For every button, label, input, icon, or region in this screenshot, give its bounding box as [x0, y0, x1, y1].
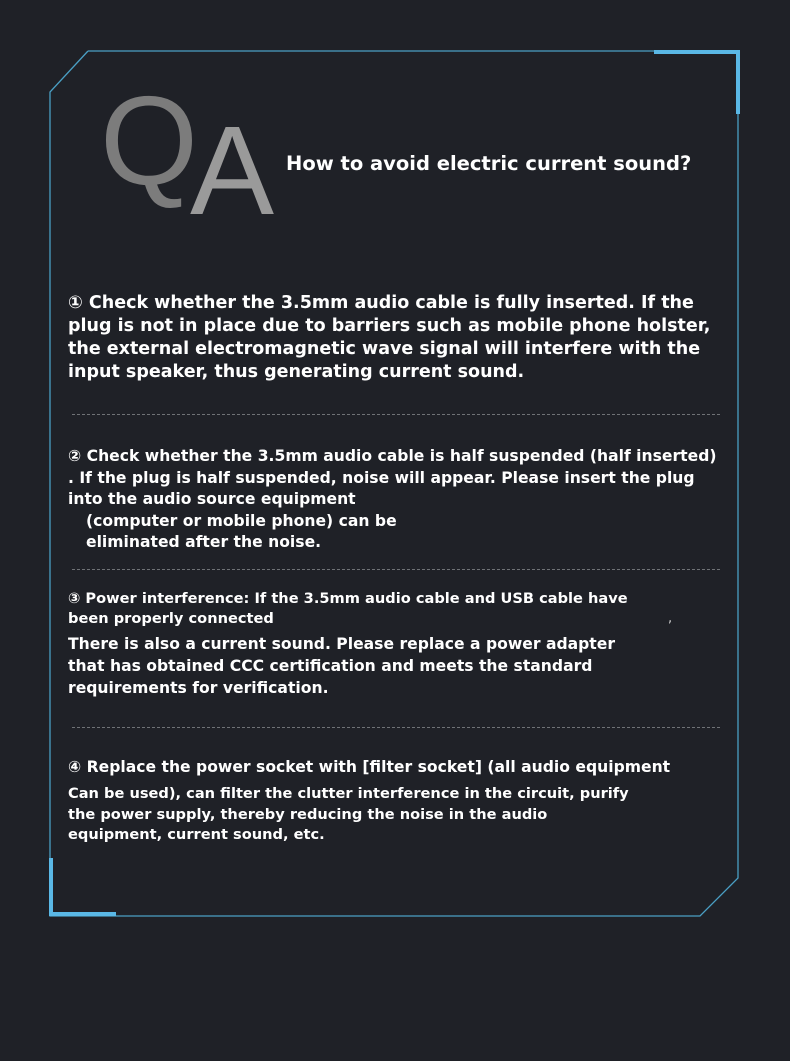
- dashed-divider: [72, 727, 720, 728]
- qa-logo: [100, 70, 290, 241]
- answer-item-2-line: eliminated after the noise.: [86, 533, 322, 551]
- answer-item-3-line: There is also a current sound. Please replace a power adapter: [68, 635, 616, 653]
- answer-item-1-line: ① Check whether the 3.5mm audio cable is fully inserted. If the: [68, 293, 694, 313]
- answer-item-1-line: plug is not in place due to barriers such as mobile phone holster,: [68, 316, 711, 336]
- answer-item-3-line: requirements for verification.: [68, 679, 329, 697]
- frame-accent-bottom-left: [51, 858, 116, 914]
- answer-item-4-line: equipment, current sound, etc.: [68, 826, 325, 843]
- qa-logo-q: Q: [100, 70, 195, 211]
- answer-item-2-line: . If the plug is half suspended, noise will appear. Please insert the plug: [68, 468, 695, 487]
- answer-item-2-line: into the audio source equipment: [68, 490, 356, 508]
- qa-logo-a: A: [190, 100, 275, 241]
- answer-item-3-line: been properly connected: [68, 610, 274, 627]
- answer-item-3-line: that has obtained CCC certification and meets the standard: [68, 657, 593, 675]
- answer-item-2: [68, 446, 717, 554]
- answer-item-2-line: ② Check whether the 3.5mm audio cable is half suspended (half inserted): [68, 447, 717, 465]
- answer-item-2-line: (computer or mobile phone) can be: [86, 511, 397, 530]
- answer-item-3: [68, 589, 628, 699]
- answer-item-4-line: the power supply, thereby reducing the noise in the audio: [68, 805, 548, 823]
- dashed-divider: [72, 414, 720, 415]
- frame-accent-top-right: [654, 52, 738, 114]
- answer-item-1-line: input speaker, thus generating current sound.: [68, 362, 525, 382]
- answer-item-4-line: ④ Replace the power socket with [filter socket] (all audio equipment: [68, 758, 671, 776]
- answer-item-3-line: ③ Power interference: If the 3.5mm audio cable and USB cable have: [68, 590, 628, 607]
- dashed-divider: [72, 569, 720, 570]
- answer-item-1: [68, 292, 710, 384]
- answer-item-1-line: the external electromagnetic wave signal will interfere with the: [68, 339, 701, 359]
- stray-comma: ,: [668, 611, 673, 626]
- answer-item-4-line: Can be used), can filter the clutter interference in the circuit, purify: [68, 785, 629, 802]
- question-title: How to avoid electric current sound?: [286, 152, 692, 175]
- answer-item-4: [68, 756, 670, 846]
